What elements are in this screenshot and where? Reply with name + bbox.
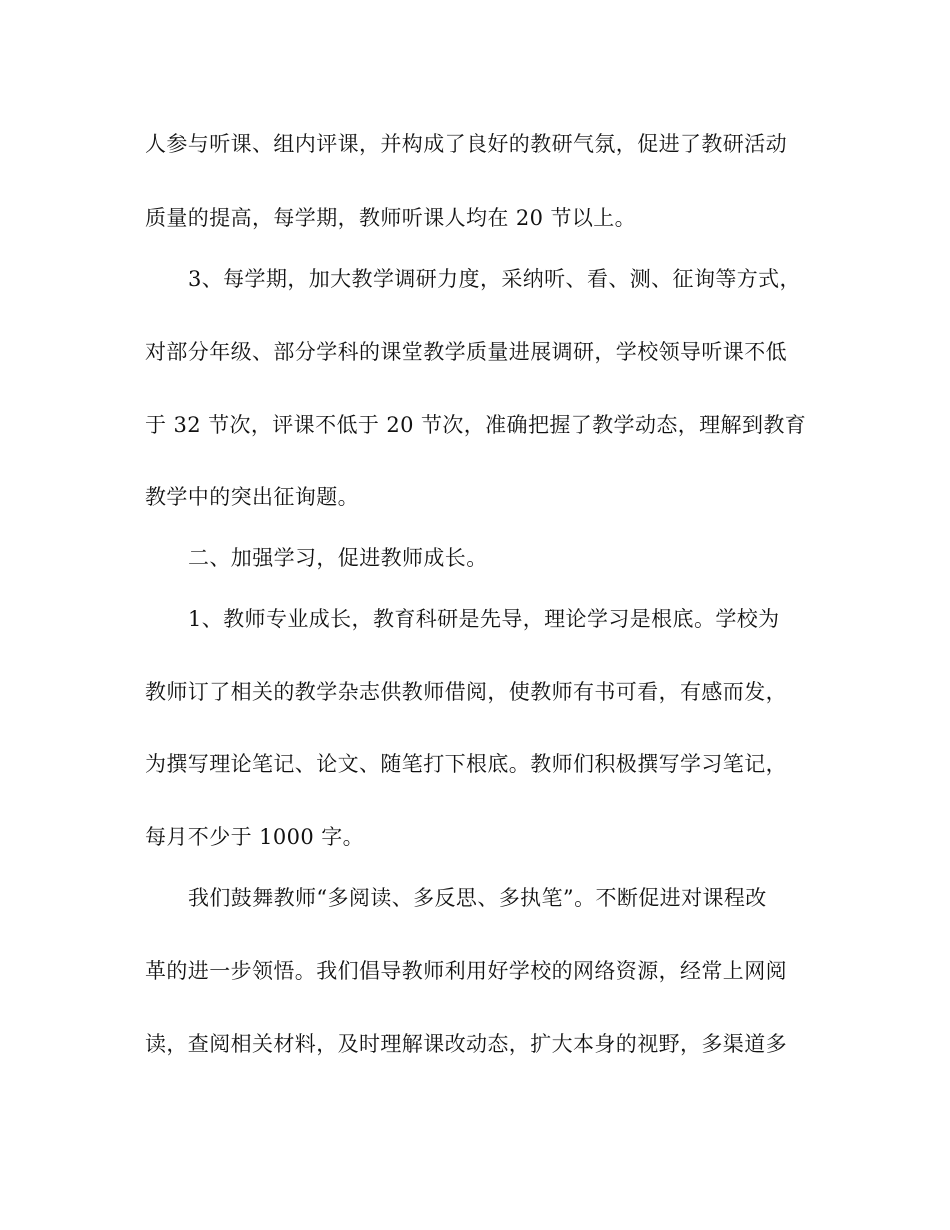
text-line: 对部分年级、部分学科的课堂教学质量进展调研，学校领导听课不低 xyxy=(145,340,787,364)
text-line: 每月不少于 1000 字。 xyxy=(145,825,364,849)
text-line: 读，查阅相关材料，及时理解课改动态，扩大本身的视野，多渠道多 xyxy=(145,1032,787,1056)
text-line: 于 32 节次，评课不低于 20 节次，准确把握了教学动态，理解到教育 xyxy=(145,413,807,437)
text-line: 教学中的突出征询题。 xyxy=(145,485,359,509)
paragraph-start-line: 3、每学期，加大教学调研力度，采纳听、看、测、征询等方式， xyxy=(188,267,801,291)
paragraph-start-line: 我们鼓舞教师“多阅读、多反思、多执笔”。不断促进对课程改 xyxy=(188,886,767,910)
text-line: 教师订了相关的教学杂志供教师借阅，使教师有书可看，有感而发， xyxy=(145,680,787,704)
paragraph-start-line: 1、教师专业成长，教育科研是先导，理论学习是根底。学校为 xyxy=(188,607,780,631)
text-line: 质量的提高，每学期，教师听课人均在 20 节以上。 xyxy=(145,206,637,230)
text-line: 人参与听课、组内评课，并构成了良好的教研气氛，促进了教研活动 xyxy=(145,132,787,156)
text-line: 为撰写理论笔记、论文、随笔打下根底。教师们积极撰写学习笔记， xyxy=(145,752,787,776)
text-line: 革的进一步领悟。我们倡导教师利用好学校的网络资源，经常上网阅 xyxy=(145,959,787,983)
section-heading: 二、加强学习，促进教师成长。 xyxy=(188,546,488,570)
